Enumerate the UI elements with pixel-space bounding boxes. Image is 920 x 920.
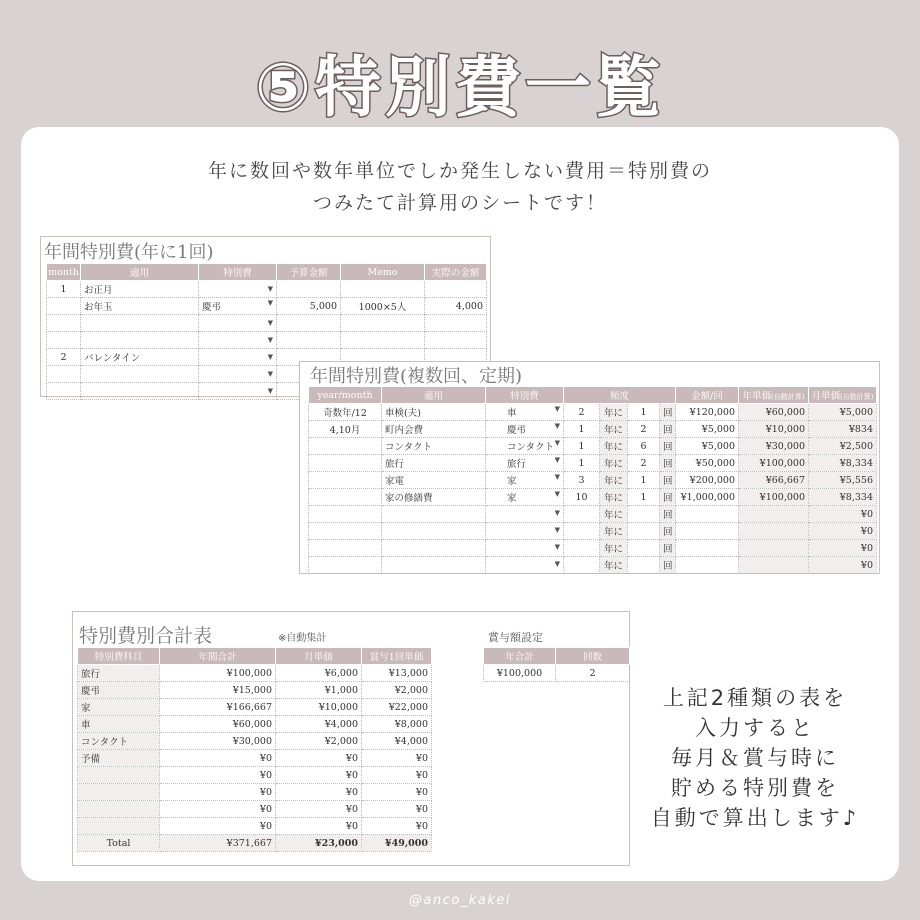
bonus-cell: ¥0 <box>362 767 432 784</box>
annual-total-cell: ¥0 <box>160 767 276 784</box>
budget-cell[interactable] <box>277 281 341 298</box>
annual-total-cell: ¥0 <box>160 818 276 835</box>
table-row <box>309 421 877 438</box>
frequency-years-cell[interactable] <box>564 557 600 574</box>
annual-header-col: 適用 <box>81 264 199 281</box>
ym-cell[interactable] <box>309 557 382 574</box>
month-unit-cell: ¥8,334 <box>809 489 877 506</box>
item-cell[interactable]: 家の修繕費 <box>382 489 486 506</box>
total-annual: ¥371,667 <box>160 835 276 852</box>
annual-header-col: 予算金額 <box>277 264 341 281</box>
amount-cell[interactable]: ¥120,000 <box>676 404 739 421</box>
table-row <box>309 506 877 523</box>
table-row <box>309 455 877 472</box>
summary-header-col: 月単価 <box>276 648 362 665</box>
table-row <box>47 298 487 315</box>
unit-times-label: 回 <box>660 557 676 574</box>
callout-line: 毎月＆賞与時に <box>671 746 839 770</box>
amount-cell[interactable] <box>676 540 739 557</box>
frequency-years-cell[interactable]: 1 <box>564 455 600 472</box>
frequency-times-cell[interactable] <box>628 557 660 574</box>
monthly-cell: ¥1,000 <box>276 682 362 699</box>
category-dropdown[interactable] <box>486 438 564 455</box>
bonus-setting-table <box>483 647 630 682</box>
unit-times-label: 回 <box>660 438 676 455</box>
frequency-times-cell[interactable] <box>628 506 660 523</box>
table-row <box>78 716 432 733</box>
annual-total-cell: ¥100,000 <box>160 665 276 682</box>
bonus-total-value[interactable]: ¥100,000 <box>484 665 556 682</box>
category-dropdown[interactable] <box>486 455 564 472</box>
chevron-down-icon: ▼ <box>267 370 273 378</box>
chevron-down-icon: ▼ <box>554 525 560 534</box>
ym-cell[interactable] <box>309 489 382 506</box>
ym-cell[interactable] <box>309 523 382 540</box>
month-unit-cell: ¥8,334 <box>809 455 877 472</box>
amount-cell[interactable]: ¥50,000 <box>676 455 739 472</box>
year-unit-cell: ¥10,000 <box>739 421 809 438</box>
bonus-cell: ¥0 <box>362 750 432 767</box>
frequency-times-cell[interactable]: 1 <box>628 472 660 489</box>
item-cell[interactable] <box>81 332 199 349</box>
item-cell[interactable]: 町内会費 <box>382 421 486 438</box>
table-row <box>78 784 432 801</box>
table-row <box>309 523 877 540</box>
actual-cell[interactable]: 4,000 <box>425 298 487 315</box>
unit-times-label: 回 <box>660 421 676 438</box>
table-row <box>78 767 432 784</box>
unit-year-label: 年に <box>600 523 628 540</box>
chevron-down-icon: ▼ <box>267 285 273 293</box>
annual-total-cell: ¥0 <box>160 784 276 801</box>
annual-header-col: 実際の金額 <box>425 264 487 281</box>
item-cell[interactable]: バレンタイン <box>81 349 199 366</box>
month-unit-cell: ¥0 <box>809 506 877 523</box>
total-monthly: ¥23,000 <box>276 835 362 852</box>
bonus-total-header: 年合計 <box>484 648 556 665</box>
unit-times-label: 回 <box>660 523 676 540</box>
year-unit-cell <box>739 557 809 574</box>
ym-cell[interactable] <box>309 455 382 472</box>
unit-year-label: 年に <box>600 438 628 455</box>
frequency-times-cell[interactable]: 1 <box>628 489 660 506</box>
category-dropdown-value: 家 <box>507 493 517 504</box>
year-unit-cell: ¥60,000 <box>739 404 809 421</box>
callout-text <box>610 683 900 833</box>
category-name-cell <box>78 801 160 818</box>
item-cell[interactable] <box>382 540 486 557</box>
summary-sheet <box>72 611 630 866</box>
amount-cell[interactable] <box>676 557 739 574</box>
amount-cell[interactable]: ¥1,000,000 <box>676 489 739 506</box>
frequency-times-cell[interactable]: 6 <box>628 438 660 455</box>
chevron-down-icon: ▼ <box>554 422 560 430</box>
unit-times-label: 回 <box>660 472 676 489</box>
category-dropdown-value: 家 <box>507 476 517 487</box>
item-cell[interactable] <box>81 366 199 383</box>
year-unit-cell <box>739 523 809 540</box>
year-unit-cell: ¥100,000 <box>739 489 809 506</box>
year-unit-cell: ¥100,000 <box>739 455 809 472</box>
multi-header-label: 月単価 <box>811 391 841 402</box>
unit-times-label: 回 <box>660 404 676 421</box>
bonus-count-value[interactable]: 2 <box>556 665 630 682</box>
multi-header-col: year/month <box>309 387 382 404</box>
category-dropdown[interactable] <box>486 557 564 574</box>
bonus-cell: ¥0 <box>362 784 432 801</box>
month-unit-cell: ¥0 <box>809 540 877 557</box>
category-dropdown[interactable] <box>199 383 277 400</box>
monthly-cell: ¥0 <box>276 801 362 818</box>
category-dropdown-value: コンタクト <box>507 442 555 453</box>
table-row <box>47 315 487 332</box>
chevron-down-icon: ▼ <box>267 336 273 344</box>
chevron-down-icon: ▼ <box>267 319 273 327</box>
multi-sheet-title: 年間特別費(複数回、定期) <box>310 366 523 387</box>
intro-line-1: 年に数回や数年単位でしか発生しない費用＝特別費の <box>207 160 712 182</box>
month-unit-cell: ¥5,000 <box>809 404 877 421</box>
unit-times-label: 回 <box>660 506 676 523</box>
chevron-down-icon: ▼ <box>554 542 560 551</box>
item-cell[interactable]: お正月 <box>81 281 199 298</box>
month-cell[interactable]: 1 <box>47 281 81 298</box>
annual-total-cell: ¥0 <box>160 801 276 818</box>
table-row <box>47 332 487 349</box>
category-dropdown[interactable] <box>486 404 564 421</box>
category-dropdown-value: 車 <box>507 408 517 419</box>
month-unit-cell: ¥0 <box>809 557 877 574</box>
frequency-years-cell[interactable]: 2 <box>564 404 600 421</box>
ym-cell[interactable]: 4,10月 <box>309 421 382 438</box>
category-name-cell: 旅行 <box>78 665 160 682</box>
chevron-down-icon: ▼ <box>554 559 560 568</box>
bonus-cell: ¥13,000 <box>362 665 432 682</box>
table-row <box>78 682 432 699</box>
frequency-years-cell[interactable]: 10 <box>564 489 600 506</box>
month-cell[interactable] <box>47 315 81 332</box>
summary-header-col: 賞与1回単価 <box>362 648 432 665</box>
table-row <box>47 281 487 298</box>
year-unit-cell: ¥66,667 <box>739 472 809 489</box>
year-unit-cell: ¥30,000 <box>739 438 809 455</box>
bonus-cell: ¥4,000 <box>362 733 432 750</box>
multi-header-note: (自動計算) <box>840 393 874 401</box>
category-dropdown[interactable] <box>486 540 564 557</box>
table-row <box>78 733 432 750</box>
annual-header-col: month <box>47 264 81 281</box>
category-dropdown[interactable] <box>199 349 277 366</box>
month-unit-cell: ¥2,500 <box>809 438 877 455</box>
callout-line: 上記2種類の表を <box>662 686 848 710</box>
item-cell[interactable] <box>81 315 199 332</box>
table-row <box>309 404 877 421</box>
annual-total-cell: ¥30,000 <box>160 733 276 750</box>
multi-sheet <box>299 361 880 574</box>
category-dropdown[interactable] <box>486 489 564 506</box>
table-row <box>309 489 877 506</box>
monthly-cell: ¥0 <box>276 750 362 767</box>
month-unit-cell: ¥834 <box>809 421 877 438</box>
frequency-years-cell[interactable] <box>564 540 600 557</box>
summary-table <box>77 647 432 852</box>
multi-header-col: 金額/回 <box>676 387 739 404</box>
unit-year-label: 年に <box>600 489 628 506</box>
bonus-cell: ¥2,000 <box>362 682 432 699</box>
multi-header-label: 年単価 <box>742 391 772 402</box>
table-row <box>78 699 432 716</box>
monthly-cell: ¥0 <box>276 784 362 801</box>
item-cell[interactable]: コンタクト <box>382 438 486 455</box>
chevron-down-icon: ▼ <box>554 456 560 464</box>
category-dropdown[interactable] <box>199 298 277 315</box>
category-dropdown[interactable] <box>199 366 277 383</box>
unit-year-label: 年に <box>600 404 628 421</box>
actual-cell[interactable] <box>425 281 487 298</box>
memo-cell[interactable] <box>341 315 425 332</box>
summary-header-col: 特別費科目 <box>78 648 160 665</box>
multi-table <box>308 386 877 574</box>
year-unit-cell <box>739 506 809 523</box>
table-row <box>78 818 432 835</box>
monthly-cell: ¥4,000 <box>276 716 362 733</box>
annual-header-col: Memo <box>341 264 425 281</box>
actual-cell[interactable] <box>425 332 487 349</box>
unit-times-label: 回 <box>660 489 676 506</box>
chevron-down-icon: ▼ <box>554 473 560 481</box>
item-cell[interactable] <box>81 383 199 400</box>
item-cell[interactable]: 旅行 <box>382 455 486 472</box>
unit-year-label: 年に <box>600 472 628 489</box>
month-cell[interactable]: 2 <box>47 349 81 366</box>
category-name-cell <box>78 767 160 784</box>
frequency-times-cell[interactable] <box>628 523 660 540</box>
unit-times-label: 回 <box>660 455 676 472</box>
memo-cell[interactable] <box>341 281 425 298</box>
frequency-years-cell[interactable] <box>564 506 600 523</box>
item-cell[interactable]: 家電 <box>382 472 486 489</box>
category-name-cell: 家 <box>78 699 160 716</box>
multi-header-note: (自動計算) <box>771 393 805 401</box>
frequency-times-cell[interactable] <box>628 540 660 557</box>
frequency-years-cell[interactable]: 3 <box>564 472 600 489</box>
annual-total-cell: ¥166,667 <box>160 699 276 716</box>
category-dropdown[interactable] <box>486 472 564 489</box>
chevron-down-icon: ▼ <box>267 353 273 361</box>
summary-header-col: 年間合計 <box>160 648 276 665</box>
amount-cell[interactable]: ¥5,000 <box>676 438 739 455</box>
category-name-cell <box>78 818 160 835</box>
monthly-cell: ¥2,000 <box>276 733 362 750</box>
table-row <box>78 750 432 767</box>
ym-cell[interactable] <box>309 506 382 523</box>
chevron-down-icon: ▼ <box>554 490 560 498</box>
frequency-years-cell[interactable]: 1 <box>564 438 600 455</box>
ym-cell[interactable] <box>309 438 382 455</box>
month-unit-cell: ¥0 <box>809 523 877 540</box>
category-dropdown-value: 旅行 <box>507 459 527 470</box>
bonus-cell: ¥0 <box>362 801 432 818</box>
month-cell[interactable] <box>47 383 81 400</box>
frequency-years-cell[interactable] <box>564 523 600 540</box>
total-label: Total <box>78 835 160 852</box>
author-handle: @anco_kakei <box>409 893 511 908</box>
bonus-cell: ¥8,000 <box>362 716 432 733</box>
annual-total-cell: ¥15,000 <box>160 682 276 699</box>
year-unit-cell <box>739 540 809 557</box>
multi-header-col: 頻度 <box>564 387 676 404</box>
item-cell[interactable] <box>382 557 486 574</box>
category-name-cell: 車 <box>78 716 160 733</box>
unit-year-label: 年に <box>600 455 628 472</box>
ym-cell[interactable]: 奇数年/12 <box>309 404 382 421</box>
memo-cell[interactable] <box>341 332 425 349</box>
category-name-cell: 予備 <box>78 750 160 767</box>
multi-header-col: 適用 <box>382 387 486 404</box>
unit-year-label: 年に <box>600 540 628 557</box>
budget-cell[interactable]: 5,000 <box>277 298 341 315</box>
summary-sheet-title: 特別費別合計表 <box>79 625 213 647</box>
chevron-down-icon: ▼ <box>554 405 560 413</box>
callout-line: 自動で算出します♪ <box>650 806 860 830</box>
ym-cell[interactable] <box>309 540 382 557</box>
monthly-cell: ¥10,000 <box>276 699 362 716</box>
amount-cell[interactable] <box>676 506 739 523</box>
category-name-cell: 慶弔 <box>78 682 160 699</box>
bonus-count-header: 回数 <box>556 648 630 665</box>
table-row <box>309 557 877 574</box>
item-cell[interactable]: 車検(夫) <box>382 404 486 421</box>
category-dropdown[interactable] <box>199 281 277 298</box>
page-title: ⑤特別費一覧 <box>255 49 665 126</box>
bonus-cell: ¥22,000 <box>362 699 432 716</box>
item-cell[interactable] <box>382 523 486 540</box>
month-unit-cell: ¥5,556 <box>809 472 877 489</box>
frequency-times-cell[interactable]: 2 <box>628 421 660 438</box>
annual-sheet-title: 年間特別費(年に1回) <box>44 242 214 263</box>
table-row <box>309 540 877 557</box>
frequency-times-cell[interactable]: 1 <box>628 404 660 421</box>
chevron-down-icon: ▼ <box>267 299 273 307</box>
chevron-down-icon: ▼ <box>267 387 273 395</box>
total-bonus: ¥49,000 <box>362 835 432 852</box>
unit-year-label: 年に <box>600 421 628 438</box>
amount-cell[interactable] <box>676 523 739 540</box>
annual-total-cell: ¥60,000 <box>160 716 276 733</box>
monthly-cell: ¥0 <box>276 767 362 784</box>
budget-cell[interactable] <box>277 332 341 349</box>
intro-line-2: つみたて計算用のシートです！ <box>312 192 607 214</box>
total-row <box>78 835 432 852</box>
item-cell[interactable] <box>382 506 486 523</box>
annual-header-col: 特別費 <box>199 264 277 281</box>
chevron-down-icon: ▼ <box>554 439 560 447</box>
ym-cell[interactable] <box>309 472 382 489</box>
month-cell[interactable] <box>47 298 81 315</box>
callout-line: 入力すると <box>695 716 815 740</box>
category-dropdown-value: 慶弔 <box>507 425 527 436</box>
multi-header-col <box>739 387 809 404</box>
category-name-cell: コンタクト <box>78 733 160 750</box>
amount-cell[interactable]: ¥5,000 <box>676 421 739 438</box>
monthly-cell: ¥0 <box>276 818 362 835</box>
budget-cell[interactable] <box>277 315 341 332</box>
multi-header-col <box>809 387 877 404</box>
amount-cell[interactable]: ¥200,000 <box>676 472 739 489</box>
unit-year-label: 年に <box>600 557 628 574</box>
category-dropdown[interactable] <box>199 332 277 349</box>
frequency-years-cell[interactable]: 1 <box>564 421 600 438</box>
item-cell[interactable]: お年玉 <box>81 298 199 315</box>
unit-times-label: 回 <box>660 540 676 557</box>
category-name-cell <box>78 784 160 801</box>
month-cell[interactable] <box>47 332 81 349</box>
multi-header-col: 特別費 <box>486 387 564 404</box>
intro-text <box>0 155 920 219</box>
monthly-cell: ¥6,000 <box>276 665 362 682</box>
category-dropdown[interactable] <box>486 523 564 540</box>
table-row <box>309 472 877 489</box>
table-row <box>309 438 877 455</box>
category-dropdown[interactable] <box>486 506 564 523</box>
category-dropdown-value: 慶弔 <box>202 302 222 313</box>
table-row <box>78 665 432 682</box>
auto-calc-note: ※自動集計 <box>278 633 327 644</box>
category-dropdown[interactable] <box>486 421 564 438</box>
actual-cell[interactable] <box>425 315 487 332</box>
bonus-cell: ¥0 <box>362 818 432 835</box>
table-row <box>78 801 432 818</box>
chevron-down-icon: ▼ <box>554 508 560 517</box>
category-dropdown[interactable] <box>199 315 277 332</box>
bonus-setting-title: 賞与額設定 <box>488 631 543 644</box>
annual-total-cell: ¥0 <box>160 750 276 767</box>
memo-cell[interactable]: 1000×5人 <box>341 298 425 315</box>
month-cell[interactable] <box>47 366 81 383</box>
frequency-times-cell[interactable]: 2 <box>628 455 660 472</box>
callout-line: 貯める特別費を <box>671 776 839 800</box>
unit-year-label: 年に <box>600 506 628 523</box>
